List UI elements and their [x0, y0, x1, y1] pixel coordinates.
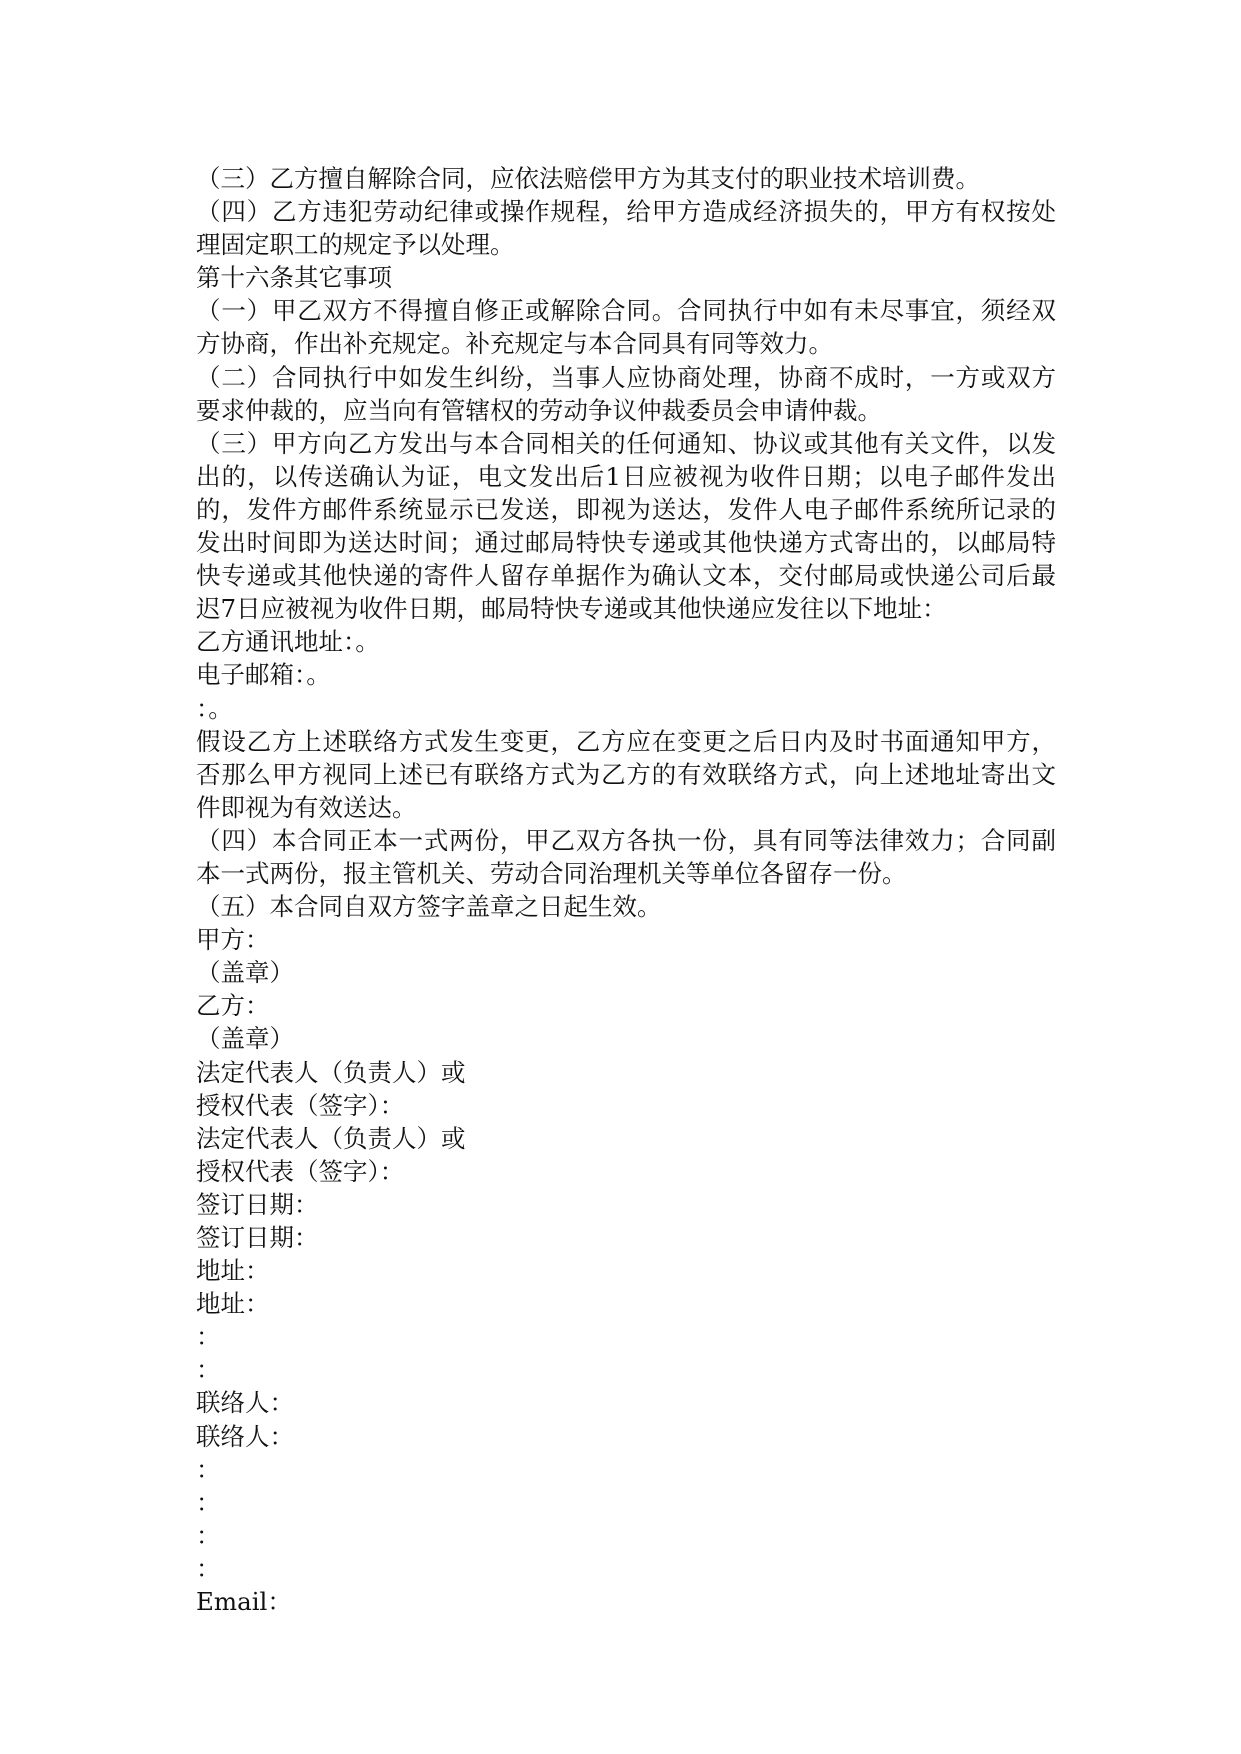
- signature-field: ：: [196, 1322, 221, 1352]
- text-line: （二）合同执行中如发生纠纷，当事人应协商处理，协商不成时，一方或双方: [196, 362, 1056, 392]
- signature-field: 签订日期：: [196, 1223, 319, 1252]
- text-line: 假设乙方上述联络方式发生变更，乙方应在变更之后日内及时书面通知甲方，: [196, 726, 1056, 756]
- signature-field: 乙方：: [196, 991, 270, 1021]
- contract-text: [196, 162, 1056, 1618]
- text-line: （三）乙方擅自解除合同，应依法赔偿甲方为其支付的职业技术培训费。: [196, 164, 980, 193]
- text-line: ：。: [196, 693, 233, 723]
- text-line: 迟7日应被视为收件日期，邮局特快专递或其他快递应发往以下地址：: [196, 594, 947, 624]
- text-line: （一）甲乙双方不得擅自修正或解除合同。合同执行中如有未尽事宜，须经双: [196, 296, 1056, 326]
- text-line: （三）甲方向乙方发出与本合同相关的任何通知、协议或其他有关文件，以发: [196, 428, 1056, 458]
- signature-field: ：: [196, 1454, 221, 1484]
- text-line: （四）本合同正本一式两份，甲乙双方各执一份，具有同等法律效力；合同副: [196, 825, 1056, 855]
- text-line: 件即视为有效送达。: [196, 792, 417, 822]
- text-line: 乙方通讯地址：。: [196, 627, 380, 657]
- signature-field: 签订日期：: [196, 1189, 319, 1219]
- text-line: 电子邮箱：。: [196, 660, 331, 690]
- signature-field: 法定代表人（负责人）或: [196, 1123, 466, 1153]
- signature-field: 授权代表（签字）：: [196, 1156, 405, 1186]
- section-heading: 第十六条其它事项: [196, 263, 392, 293]
- text-line: 要求仲裁的，应当向有管辖权的劳动争议仲裁委员会申请仲裁。: [196, 395, 882, 425]
- signature-field: 联络人：: [196, 1388, 294, 1418]
- text-line: 快专递或其他快递的寄件人留存单据作为确认文本，交付邮局或快递公司后最: [196, 561, 1056, 591]
- signature-field: 甲方：: [196, 925, 270, 955]
- text-line: 否那么甲方视同上述已有联络方式为乙方的有效联络方式，向上述地址寄出文: [196, 759, 1056, 789]
- signature-field: （盖章）: [196, 958, 294, 988]
- text-line: 发出时间即为送达时间；通过邮局特快专递或其他快递方式寄出的，以邮局特: [196, 528, 1056, 558]
- text-line: 出的，以传送确认为证，电文发出后1日应被视为收件日期；以电子邮件发出: [196, 461, 1056, 491]
- signature-field: 地址：: [196, 1289, 270, 1319]
- text-line: （五）本合同自双方签字盖章之日起生效。: [196, 892, 662, 922]
- signature-field: 联络人：: [196, 1421, 294, 1451]
- text-line: 的，发件方邮件系统显示已发送，即视为送达，发件人电子邮件系统所记录的: [196, 494, 1056, 524]
- signature-field: （盖章）: [196, 1024, 294, 1054]
- signature-field: ：: [196, 1487, 221, 1517]
- signature-field: 法定代表人（负责人）或: [196, 1057, 466, 1087]
- email-field: Email：: [196, 1587, 292, 1617]
- text-line: （四）乙方违犯劳动纪律或操作规程，给甲方造成经济损失的，甲方有权按处: [196, 197, 1056, 227]
- signature-field: ：: [196, 1553, 221, 1583]
- signature-field: 地址：: [196, 1256, 270, 1286]
- text-line: 理固定职工的规定予以处理。: [196, 230, 515, 260]
- text-line: 本一式两份，报主管机关、劳动合同治理机关等单位各留存一份。: [196, 858, 907, 888]
- text-line: 方协商，作出补充规定。补充规定与本合同具有同等效力。: [196, 329, 833, 359]
- signature-field: 授权代表（签字）：: [196, 1090, 405, 1120]
- signature-field: ：: [196, 1355, 221, 1385]
- signature-field: ：: [196, 1520, 221, 1550]
